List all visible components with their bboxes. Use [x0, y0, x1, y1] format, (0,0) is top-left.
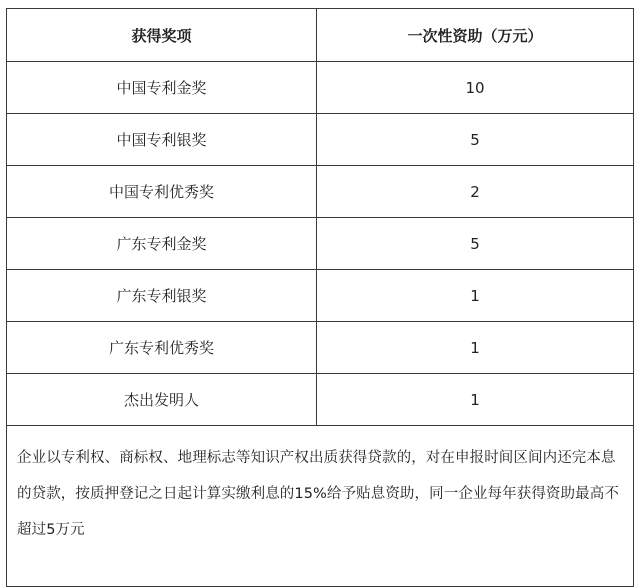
header-award: 获得奖项 [7, 9, 317, 62]
pledge-loan-note: 企业以专利权、商标权、地理标志等知识产权出质获得贷款的，对在申报时间区间内还完本息的贷款，按质押登记之日起计算实缴利息的15%给予贴息资助，同一企业每年获得资助最高不超过5万元 [7, 426, 634, 587]
amount-cell: 1 [317, 270, 634, 322]
amount-cell: 5 [317, 114, 634, 166]
table-row [7, 114, 634, 166]
table-row [7, 218, 634, 270]
table-row [7, 62, 634, 114]
table-row [7, 270, 634, 322]
award-cell: 中国专利银奖 [7, 114, 317, 166]
amount-cell: 2 [317, 166, 634, 218]
award-funding-table [6, 8, 634, 587]
award-cell: 广东专利优秀奖 [7, 322, 317, 374]
table-row [7, 374, 634, 426]
amount-cell: 10 [317, 62, 634, 114]
table-header-row [7, 9, 634, 62]
table-row [7, 322, 634, 374]
award-cell: 杰出发明人 [7, 374, 317, 426]
award-cell: 中国专利优秀奖 [7, 166, 317, 218]
amount-cell: 1 [317, 374, 634, 426]
table-row [7, 166, 634, 218]
amount-cell: 5 [317, 218, 634, 270]
amount-cell: 1 [317, 322, 634, 374]
award-cell: 广东专利银奖 [7, 270, 317, 322]
header-amount: 一次性资助（万元） [317, 9, 634, 62]
award-cell: 中国专利金奖 [7, 62, 317, 114]
award-cell: 广东专利金奖 [7, 218, 317, 270]
table-note-row [7, 426, 634, 587]
